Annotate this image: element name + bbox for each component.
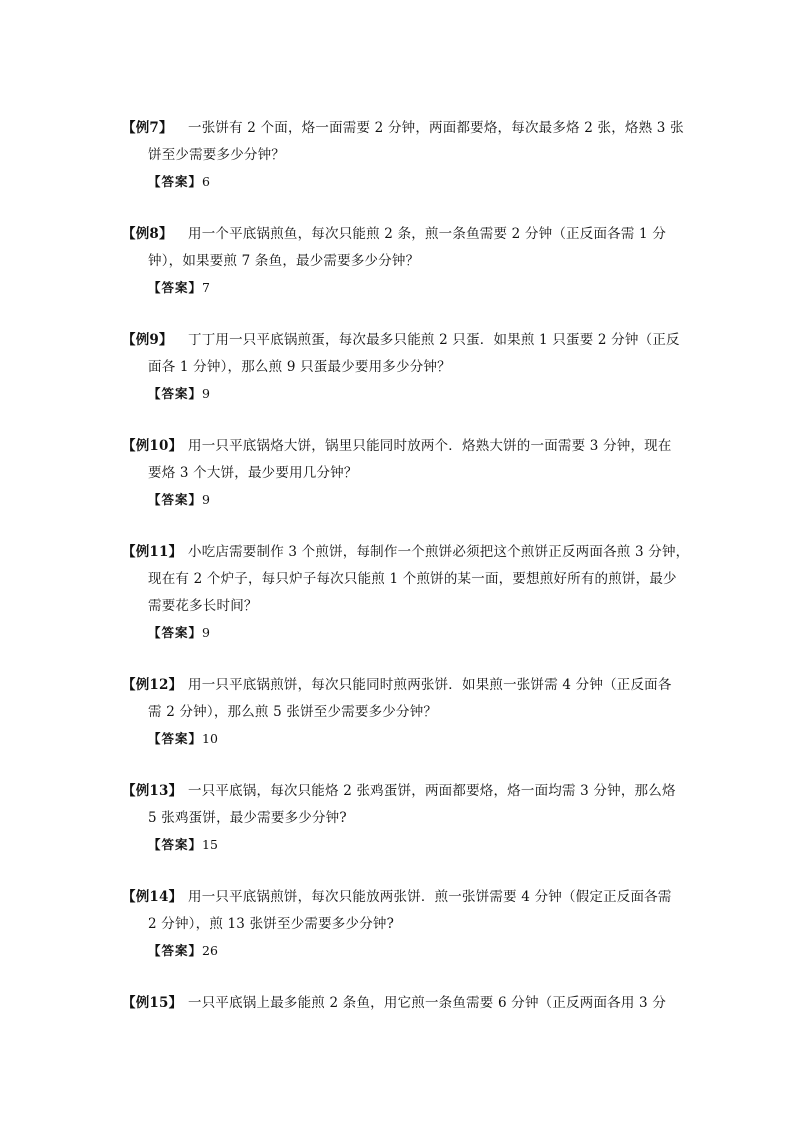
answer [148,730,677,748]
problem-14 [122,887,677,960]
problem-label: 【例14】 [122,889,183,905]
answer-value: 9 [202,386,210,401]
answer-key: 【答案】 [148,837,203,852]
problem-10 [122,436,677,509]
answer [148,836,677,854]
problem-text: 用一只平底锅烙大饼，锅里只能同时放两个．烙熟大饼的一面需要 3 分钟，现在 [188,438,672,454]
problem-text-continued: 需 2 分钟），那么煎 5 张饼至少需要多少分钟？ [148,704,438,720]
answer-value: 26 [202,943,218,958]
problem-text: 小吃店需要制作 3 个煎饼，每制作一个煎饼必须把这个煎饼正反两面各煎 3 分钟， [188,544,690,560]
problem-text-continued: 需要花多长时间？ [148,598,258,614]
answer-value: 10 [202,731,218,746]
problem-text-continued: 5 张鸡蛋饼，最少需要多少分钟? [148,810,347,826]
problem-15 [122,993,677,1013]
problem-9 [122,330,680,403]
problem-text: 一张饼有 2 个面，烙一面需要 2 分钟，两面都要烙，每次最多烙 2 张，烙熟 3 张 [188,120,684,136]
problem-7 [122,118,684,191]
problem-text-continued: 钟），如果要煎 7 条鱼，最少需要多少分钟？ [148,253,420,269]
answer-key: 【答案】 [148,280,203,295]
answer [148,942,677,960]
answer [148,279,677,297]
problem-text: 用一个平底锅煎鱼，每次只能煎 2 条，煎一条鱼需要 2 分钟（正反面各需 1 分 [188,226,667,242]
answer [148,385,677,403]
problem-11 [122,542,690,642]
problem-label: 【例12】 [122,677,183,693]
problem-text: 用一只平底锅煎饼，每次只能放两张饼．煎一张饼需要 4 分钟（假定正反面各需 [188,889,672,905]
problem-text: 丁丁用一只平底锅煎蛋，每次最多只能煎 2 只蛋．如果煎 1 只蛋要 2 分钟（正反 [188,332,680,348]
problem-text-continued: 面各 1 分钟），那么煎 9 只蛋最少要用多少分钟？ [148,359,451,375]
problem-8 [122,224,677,297]
problem-label: 【例13】 [122,783,183,799]
problem-12 [122,675,677,748]
problem-text: 一只平底锅，每次只能烙 2 张鸡蛋饼，两面都要烙，烙一面均需 3 分钟，那么烙 [188,783,676,799]
problem-label: 【例15】 [122,995,183,1011]
answer [148,173,677,191]
problem-text: 用一只平底锅煎饼，每次只能同时煎两张饼．如果煎一张饼需 4 分钟（正反面各 [188,677,672,693]
answer-value: 9 [202,625,210,640]
problem-label: 【例7】 [122,120,173,136]
answer-key: 【答案】 [148,174,203,189]
answer-key: 【答案】 [148,731,203,746]
answer [148,491,677,509]
problem-label: 【例9】 [122,332,173,348]
problem-text-continued: 要烙 3 个大饼，最少要用几分钟？ [148,465,358,481]
answer-key: 【答案】 [148,625,203,640]
answer-key: 【答案】 [148,943,203,958]
answer-key: 【答案】 [148,492,203,507]
problem-text-continued: 饼至少需要多少分钟？ [148,147,285,163]
problem-label: 【例10】 [122,438,183,454]
problem-label: 【例8】 [122,226,173,242]
answer-value: 15 [202,837,218,852]
problem-13 [122,781,677,854]
problem-text-continued: 2 分钟），煎 13 张饼至少需要多少分钟? [148,916,395,932]
answer-value: 9 [202,492,210,507]
problem-text: 一只平底锅上最多能煎 2 条鱼，用它煎一条鱼需要 6 分钟（正反两面各用 3 分 [188,995,667,1011]
answer-value: 6 [202,174,210,189]
answer-key: 【答案】 [148,386,203,401]
answer [148,624,677,642]
answer-value: 7 [202,280,210,295]
problem-text-continued: 现在有 2 个炉子，每只炉子每次只能煎 1 个煎饼的某一面，要想煎好所有的煎饼，最少 [148,571,677,587]
problem-label: 【例11】 [122,544,183,560]
